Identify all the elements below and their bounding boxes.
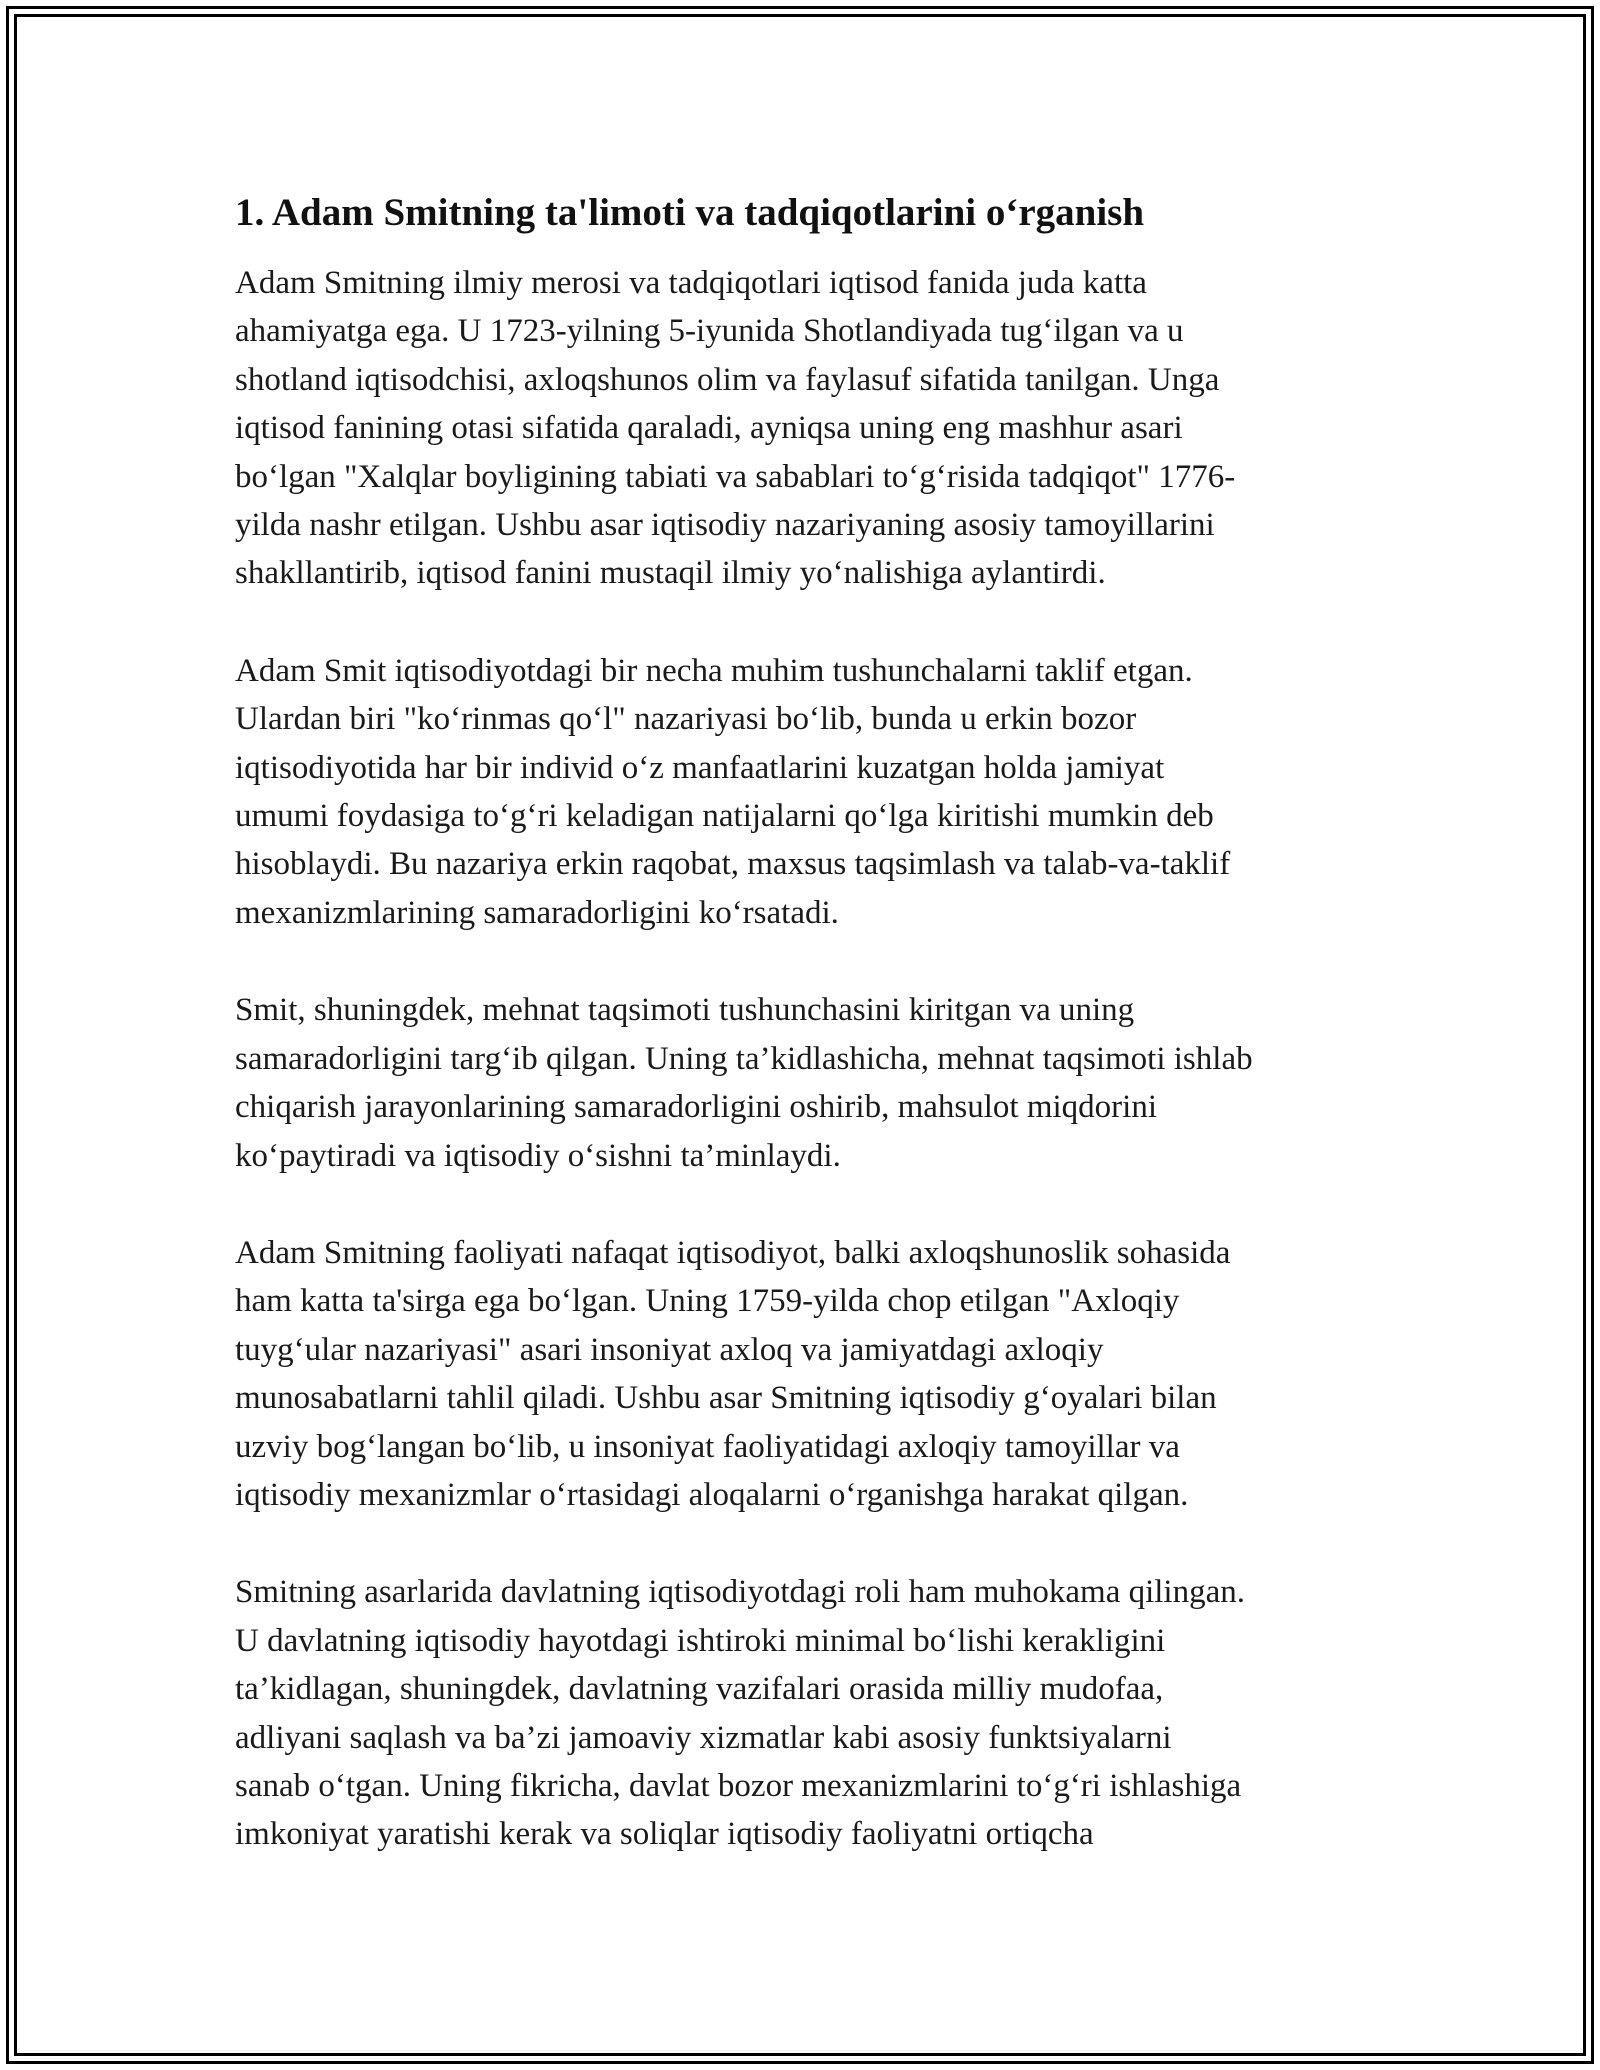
paragraph-line: ahamiyatga ega. U 1723-yilning 5-iyunida Shotlandiyada tug‘ilgan va u	[235, 313, 1184, 350]
paragraph-line: samaradorligini targ‘ib qilgan. Uning ta’kidlashicha, mehnat taqsimoti ishlab	[235, 1040, 1253, 1077]
paragraph-4	[235, 1229, 1380, 1519]
section-heading: 1. Adam Smitning ta'limoti va tadqiqotlarini o‘rganish	[235, 191, 1145, 234]
paragraph-line: iqtisod fanining otasi sifatida qaraladi, ayniqsa uning eng mashhur asari	[235, 410, 1183, 447]
paragraph-1	[235, 259, 1380, 598]
paragraph-line: uzviy bog‘langan bo‘lib, u insoniyat faoliyatidagi axloqiy tamoyillar va	[235, 1428, 1180, 1465]
paragraph-line: Adam Smitning ilmiy merosi va tadqiqotlari iqtisod fanida juda katta	[235, 265, 1147, 301]
paragraph-line: ham katta ta'sirga ega bo‘lgan. Uning 1759-yilda chop etilgan "Axloqiy	[235, 1283, 1180, 1320]
paragraph-line: Adam Smit iqtisodiyotdagi bir necha muhim tushunchalarni taklif etgan.	[235, 652, 1193, 689]
paragraph-line: sanab o‘tgan. Uning fikricha, davlat bozor mexanizmlarini to‘g‘ri ishlashiga	[235, 1767, 1242, 1804]
paragraph-line: ta’kidlagan, shuningdek, davlatning vazifalari orasida milliy mudofaa,	[235, 1671, 1164, 1708]
paragraphs-container	[235, 259, 1380, 1859]
paragraph-line: chiqarish jarayonlarining samaradorligini oshirib, mahsulot miqdorini	[235, 1089, 1157, 1126]
paragraph-line: hisoblaydi. Bu nazariya erkin raqobat, maxsus taqsimlash va talab-va-taklif	[235, 846, 1231, 883]
paragraph-line: U davlatning iqtisodiy hayotdagi ishtiroki minimal bo‘lishi kerakligini	[235, 1622, 1166, 1659]
paragraph-line: Adam Smitning faoliyati nafaqat iqtisodiyot, balki axloqshunoslik sohasida	[235, 1234, 1231, 1271]
paragraph-3	[235, 986, 1380, 1180]
paragraph-line: ko‘paytiradi va iqtisodiy o‘sishni ta’minlaydi.	[235, 1137, 841, 1174]
paragraph-line: yilda nashr etilgan. Ushbu asar iqtisodiy nazariyaning asosiy tamoyillarini	[235, 507, 1215, 544]
paragraph-line: Ulardan biri "ko‘rinmas qo‘l" nazariyasi bo‘lib, bunda u erkin bozor	[235, 701, 1137, 738]
paragraph-line: Smitning asarlarida davlatning iqtisodiyotdagi roli ham muhokama qilingan.	[235, 1574, 1245, 1611]
paragraph-line: Smit, shuningdek, mehnat taqsimoti tushunchasini kiritgan va uning	[235, 992, 1135, 1029]
paragraph-line: umumi foydasiga to‘g‘ri keladigan natijalarni qo‘lga kiritishi mumkin deb	[235, 798, 1214, 835]
paragraph-2	[235, 647, 1380, 937]
paragraph-line: iqtisodiyotida har bir individ o‘z manfaatlarini kuzatgan holda jamiyat	[235, 749, 1165, 786]
paragraph-line: munosabatlarni tahlil qiladi. Ushbu asar Smitning iqtisodiy g‘oyalari bilan	[235, 1380, 1217, 1417]
paragraph-line: shakllantirib, iqtisod fanini mustaqil ilmiy yo‘nalishiga aylantirdi.	[235, 555, 1106, 592]
paragraph-line: imkoniyat yaratishi kerak va soliqlar iqtisodiy faoliyatni ortiqcha	[235, 1816, 1094, 1853]
paragraph-line: bo‘lgan "Xalqlar boyligining tabiati va sabablari to‘g‘risida tadqiqot" 1776-	[235, 458, 1236, 495]
document-body	[235, 185, 1380, 1908]
paragraph-line: iqtisodiy mexanizmlar o‘rtasidagi aloqalarni o‘rganishga harakat qilgan.	[235, 1476, 1189, 1513]
paragraph-line: shotland iqtisodchisi, axloqshunos olim va faylasuf sifatida tanilgan. Unga	[235, 361, 1220, 398]
paragraph-line: tuyg‘ular nazariyasi" asari insoniyat axloq va jamiyatdagi axloqiy	[235, 1331, 1104, 1368]
paragraph-line: mexanizmlarining samaradorligini ko‘rsatadi.	[235, 894, 839, 931]
paragraph-5	[235, 1568, 1380, 1858]
paragraph-line: adliyani saqlash va ba’zi jamoaviy xizmatlar kabi asosiy funktsiyalarni	[235, 1719, 1172, 1756]
